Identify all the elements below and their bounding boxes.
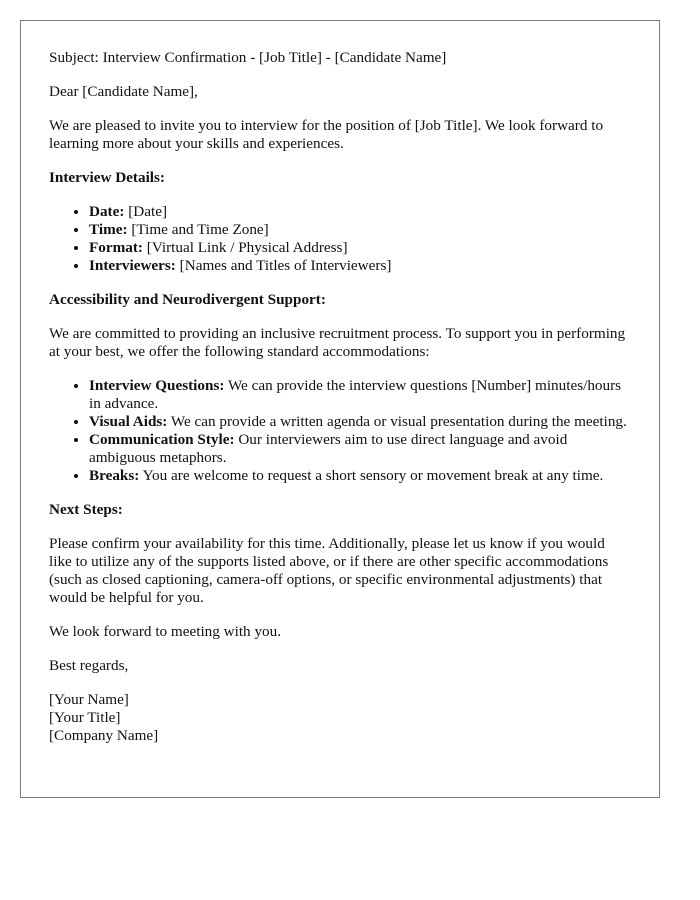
list-item-value: Our interviewers aim to use direct language and avoid ambiguous metaphors. [89, 431, 568, 466]
signature-name: [Your Name] [49, 691, 129, 708]
list-item-label: Time: [89, 221, 128, 238]
letter-document [20, 20, 660, 798]
list-item [89, 413, 631, 431]
list-item-value: We can provide the interview questions [Number] minutes/hours in advance. [89, 377, 622, 412]
interview-details-heading: Interview Details: [49, 169, 165, 186]
list-item [89, 239, 631, 257]
subject-line: Subject: Interview Confirmation - [Job Title] - [Candidate Name] [49, 49, 447, 66]
list-item-value: You are welcome to request a short sensory or movement break at any time. [139, 467, 604, 484]
closing-line: We look forward to meeting with you. [49, 623, 282, 640]
signature-block [49, 691, 631, 745]
list-item [89, 257, 631, 275]
list-item-label: Visual Aids: [89, 413, 168, 430]
list-item-label: Interviewers: [89, 257, 176, 274]
list-item [89, 377, 631, 413]
interview-details-list [49, 203, 631, 275]
list-item [89, 431, 631, 467]
list-item-value: [Names and Titles of Interviewers] [175, 257, 392, 274]
list-item [89, 203, 631, 221]
list-item [89, 221, 631, 239]
list-item-value: We can provide a written agenda or visual presentation during the meeting. [167, 413, 627, 430]
salutation: Dear [Candidate Name], [49, 83, 198, 100]
list-item-label: Format: [89, 239, 143, 256]
next-steps-heading: Next Steps: [49, 501, 123, 518]
accessibility-heading: Accessibility and Neurodivergent Support: [49, 291, 326, 308]
list-item-value: [Time and Time Zone] [127, 221, 269, 238]
accommodations-list [49, 377, 631, 485]
sign-off: Best regards, [49, 657, 129, 674]
list-item-label: Date: [89, 203, 125, 220]
list-item [89, 467, 631, 485]
signature-company: [Company Name] [49, 727, 159, 744]
list-item-label: Communication Style: [89, 431, 235, 448]
accessibility-intro: We are committed to providing an inclusive recruitment process. To support you in performing at your best, we offer the following standard accommodations: [49, 325, 626, 360]
list-item-label: Interview Questions: [89, 377, 225, 394]
list-item-value: [Date] [124, 203, 168, 220]
next-steps-paragraph: Please confirm your availability for this time. Additionally, please let us know if you would like to utilize any of the supports listed above, or if there are other specific accommodations (such as closed captioning, camera-off options, or specific environmental adjustments) that would be helpful for you. [49, 535, 609, 606]
list-item-label: Breaks: [89, 467, 140, 484]
list-item-value: [Virtual Link / Physical Address] [142, 239, 348, 256]
intro-paragraph: We are pleased to invite you to interview for the position of [Job Title]. We look forward to learning more about your skills and experiences. [49, 117, 604, 152]
signature-title: [Your Title] [49, 709, 121, 726]
